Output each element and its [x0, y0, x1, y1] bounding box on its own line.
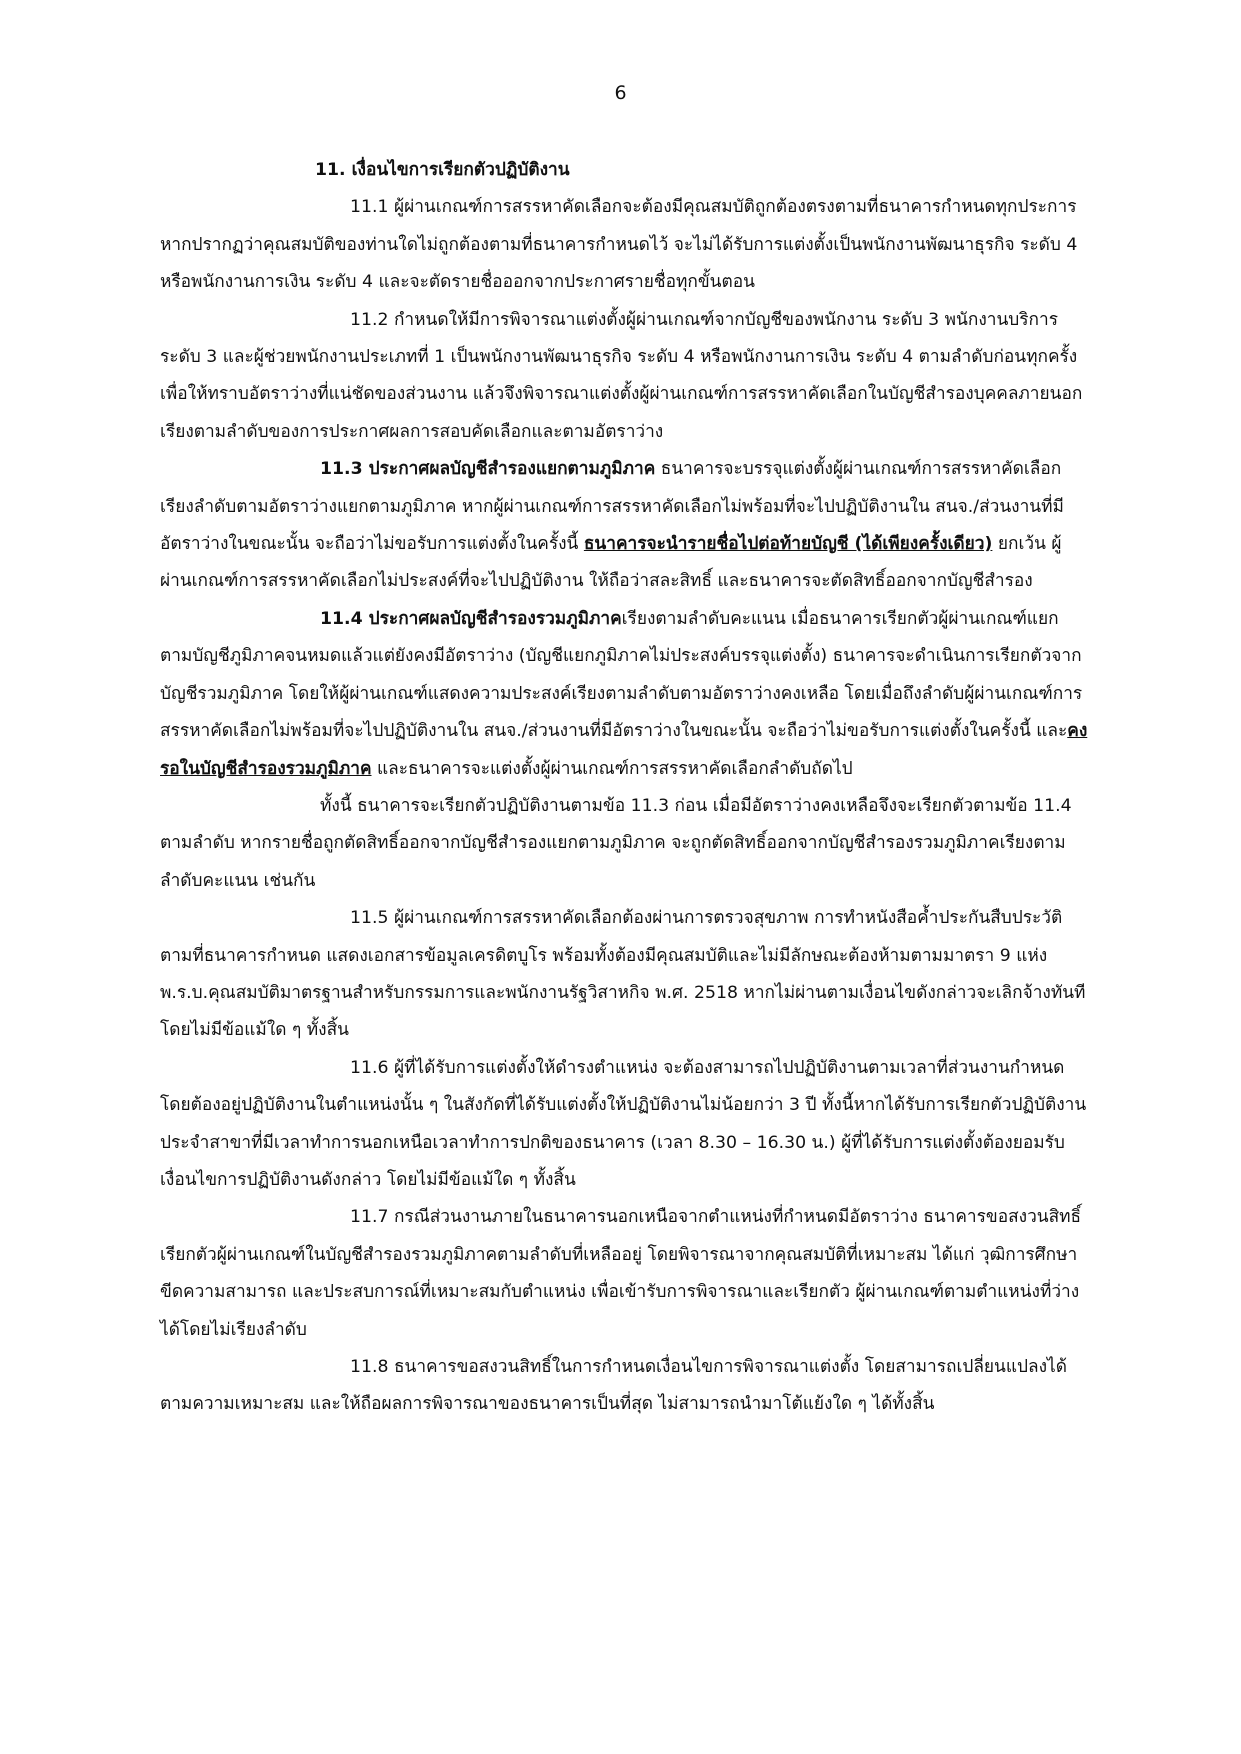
paragraph-11-1-text: 11.1 ผู้ผ่านเกณฑ์การสรรหาคัดเลือกจะต้องมีคุณสมบัติถูกต้องตรงตามที่ธนาคารกำหนดทุกประการ หากปรากฏว่าคุณสมบัติของท่านใดไม่ถูกต้องตามที่ธนาคารกำหนดไว้ จะไม่ได้รับการแต่งตั้งเป็นพนักงานพัฒนาธุรกิจ ระดับ 4 หรือพนักงานการเงิน ระดับ 4 และจะตัดรายชื่อออกจากประกาศรายชื่อทุกขั้นตอน: [160, 197, 1078, 293]
paragraph-11-3-text-end: ยกเว้น ผู้ผ่านเกณฑ์การสรรหาคัดเลือกไม่ประสงค์ที่จะไปปฏิบัติงาน ให้ถือว่าสละสิทธิ์ และธนาคารจะตัดสิทธิ์ออกจากบัญชีสำรอง: [160, 534, 1062, 592]
paragraph-11-3-title: 11.3 ประกาศผลบัญชีสำรองแยกตามภูมิภาค: [320, 459, 656, 480]
paragraph-11-6: [160, 1050, 1090, 1200]
paragraph-11-7: [160, 1199, 1090, 1349]
paragraph-11-6-text: 11.6 ผู้ที่ได้รับการแต่งตั้งให้ดำรงตำแหน่ง จะต้องสามารถไปปฏิบัติงานตามเวลาที่ส่วนงานกำหนด โดยต้องอยู่ปฏิบัติงานในตำแหน่งนั้น ๆ ในสังกัดที่ได้รับแต่งตั้งให้ปฏิบัติงานไม่น้อยกว่า 3 ปี ทั้งนี้หากได้รับการเรียกตัวปฏิบัติงานประจำสาขาที่มีเวลาทำการนอกเหนือเวลาทำการปกติของธนาคาร (เวลา 8.30 – 16.30 น.) ผู้ที่ได้รับการแต่งตั้งต้องยอมรับเงื่อนไขการปฏิบัติงานดังกล่าว โดยไม่มีข้อแม้ใด ๆ ทั้งสิ้น: [160, 1057, 1087, 1190]
paragraph-11-5: [160, 900, 1090, 1050]
paragraph-11-4-text: เรียงตามลำดับคะแนน เมื่อธนาคารเรียกตัวผู้ผ่านเกณฑ์แยกตามบัญชีภูมิภาคจนหมดแล้วแต่ยังคงมีอัตราว่าง (บัญชีแยกภูมิภาคไม่ประสงค์บรรจุแต่งตั้ง) ธนาคารจะดำเนินการเรียกตัวจากบัญชีรวมภูมิภาค โดยให้ผู้ผ่านเกณฑ์แสดงความประสงค์เรียงตามลำดับตามอัตราว่างคงเหลือ โดยเมื่อถึงลำดับผู้ผ่านเกณฑ์การสรรหาคัดเลือกไม่พร้อมที่จะไปปฏิบัติงานใน สนจ./ส่วนงานที่มีอัตราว่างในขณะนั้น จะถือว่าไม่ขอรับการแต่งตั้งในครั้งนี้ และ: [160, 608, 1083, 742]
paragraph-11-4: [160, 601, 1090, 788]
paragraph-11-8: [160, 1349, 1090, 1424]
paragraph-11-5-text: 11.5 ผู้ผ่านเกณฑ์การสรรหาคัดเลือกต้องผ่านการตรวจสุขภาพ การทำหนังสือค้ำประกันสืบประวัติตามที่ธนาคารกำหนด แสดงเอกสารข้อมูลเครดิตบูโร พร้อมทั้งต้องมีคุณสมบัติและไม่มีลักษณะต้องห้ามตามมาตรา 9 แห่ง พ.ร.บ.คุณสมบัติมาตรฐานสำหรับกรรมการและพนักงานรัฐวิสาหกิจ พ.ศ. 2518 หากไม่ผ่านตามเงื่อนไขดังกล่าวจะเลิกจ้างทันที โดยไม่มีข้อแม้ใด ๆ ทั้งสิ้น: [160, 908, 1086, 1041]
paragraph-11-3-underlined: ธนาคารจะนำรายชื่อไปต่อท้ายบัญชี (ได้เพียงครั้งเดียว): [583, 534, 993, 555]
paragraph-11-7-text: 11.7 กรณีส่วนงานภายในธนาคารนอกเหนือจากตำแหน่งที่กำหนดมีอัตราว่าง ธนาคารขอสงวนสิทธิ์เรียกตัวผู้ผ่านเกณฑ์ในบัญชีสำรองรวมภูมิภาคตามลำดับที่เหลืออยู่ โดยพิจารณาจากคุณสมบัติที่เหมาะสม ได้แก่ วุฒิการศึกษา ขีดความสามารถ และประสบการณ์ที่เหมาะสมกับตำแหน่ง เพื่อเข้ารับการพิจารณาและเรียกตัว ผู้ผ่านเกณฑ์ตามตำแหน่งที่ว่างได้โดยไม่เรียงลำดับ: [160, 1207, 1082, 1340]
paragraph-11-4-underlined: คงรอในบัญชีสำรองรวมภูมิภาค: [160, 721, 1088, 779]
section-heading: 11. เงื่อนไขการเรียกตัวปฏิบัติงาน: [315, 160, 570, 180]
paragraph-note-text: ทั้งนี้ ธนาคารจะเรียกตัวปฏิบัติงานตามข้อ 11.3 ก่อน เมื่อมีอัตราว่างคงเหลือจึงจะเรียกตัวตามข้อ 11.4 ตามลำดับ หากรายชื่อถูกตัดสิทธิ์ออกจากบัญชีสำรองแยกตามภูมิภาค จะถูกตัดสิทธิ์ออกจากบัญชีสำรองรวมภูมิภาคเรียงตามลำดับคะแนน เช่นกัน: [160, 795, 1072, 891]
page-number: 6: [614, 82, 627, 104]
paragraph-11-4-text-end: และธนาคารจะแต่งตั้งผู้ผ่านเกณฑ์การสรรหาคัดเลือกลำดับถัดไป: [371, 758, 853, 779]
paragraph-11-4-title: 11.4 ประกาศผลบัญชีสำรองรวมภูมิภาค: [320, 608, 622, 629]
paragraph-note: [160, 788, 1090, 900]
paragraph-11-1: [160, 189, 1090, 301]
paragraph-11-2: [160, 302, 1090, 452]
paragraph-11-8-text: 11.8 ธนาคารขอสงวนสิทธิ์ในการกำหนดเงื่อนไขการพิจารณาแต่งตั้ง โดยสามารถเปลี่ยนแปลงได้ตามความเหมาะสม และให้ถือผลการพิจารณาของธนาคารเป็นที่สุด ไม่สามารถนำมาโต้แย้งใด ๆ ได้ทั้งสิ้น: [160, 1357, 1067, 1415]
document-body: [160, 152, 1090, 1424]
paragraph-11-3: [160, 451, 1090, 601]
paragraph-11-3-text: ธนาคารจะบรรจุแต่งตั้งผู้ผ่านเกณฑ์การสรรหาคัดเลือกเรียงลำดับตามอัตราว่างแยกตามภูมิภาค หากผู้ผ่านเกณฑ์การสรรหาคัดเลือกไม่พร้อมที่จะไปปฏิบัติงานใน สนจ./ส่วนงานที่มีอัตราว่างในขณะนั้น จะถือว่าไม่ขอรับการแต่งตั้งในครั้งนี้: [160, 459, 1064, 555]
paragraph-11-2-text: 11.2 กำหนดให้มีการพิจารณาแต่งตั้งผู้ผ่านเกณฑ์จากบัญชีของพนักงาน ระดับ 3 พนักงานบริการ ระดับ 3 และผู้ช่วยพนักงานประเภทที่ 1 เป็นพนักงานพัฒนาธุรกิจ ระดับ 4 หรือพนักงานการเงิน ระดับ 4 ตามลำดับก่อนทุกครั้ง เพื่อให้ทราบอัตราว่างที่แน่ชัดของส่วนงาน แล้วจึงพิจารณาแต่งตั้งผู้ผ่านเกณฑ์การสรรหาคัดเลือกในบัญชีสำรองบุคคลภายนอกเรียงตามลำดับของการประกาศผลการสอบคัดเลือกและตามอัตราว่าง: [160, 309, 1083, 442]
